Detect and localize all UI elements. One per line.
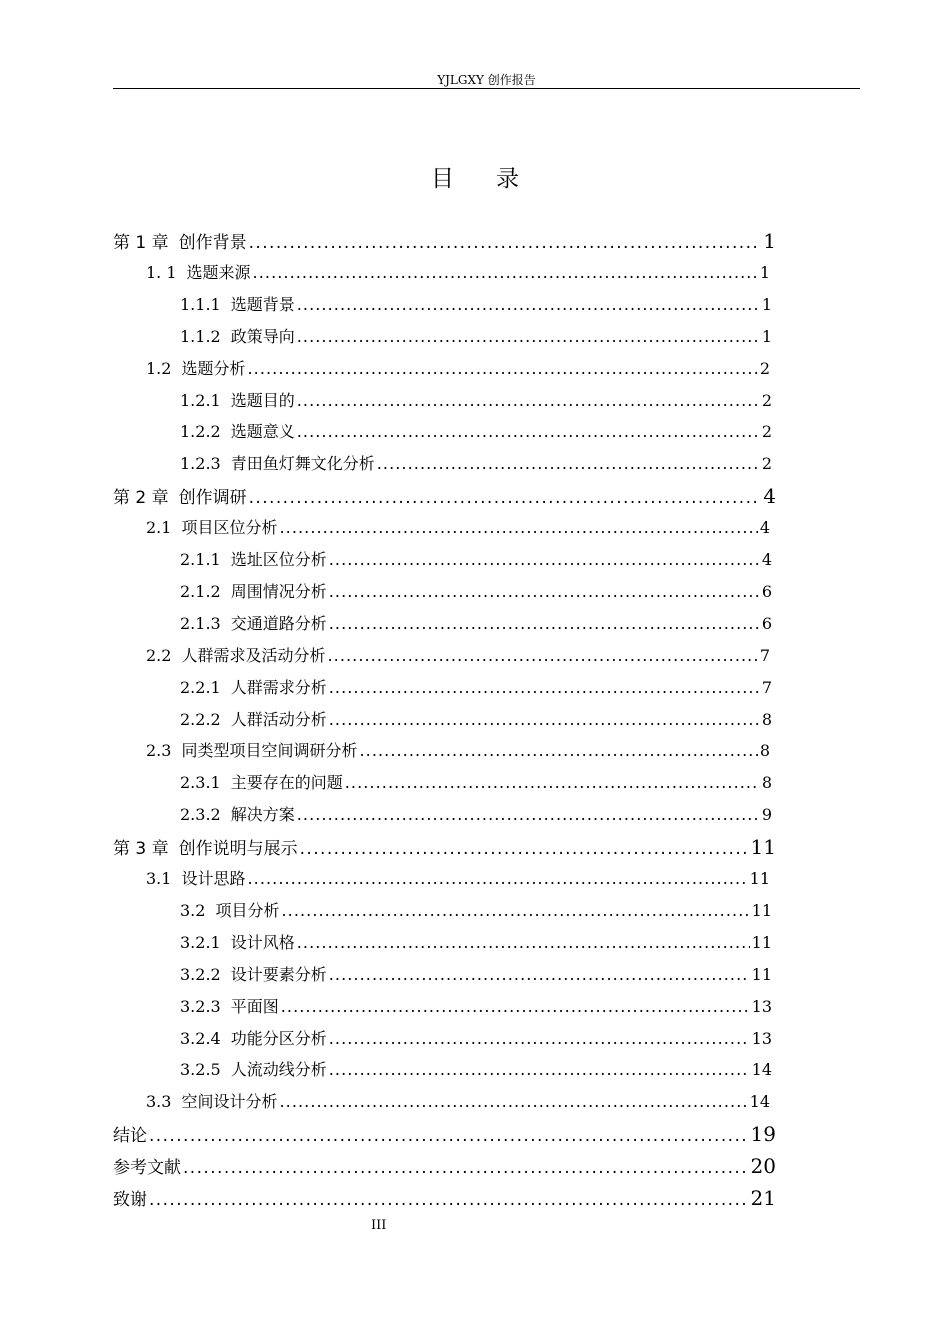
toc-entry-page: 6 [761, 613, 772, 633]
toc-leader-dots [297, 295, 760, 314]
toc-leader-dots [279, 518, 757, 537]
toc-leader-dots [149, 1190, 749, 1210]
toc-entry[interactable] [180, 930, 772, 962]
toc-entry-label: 创作调研 [178, 488, 247, 509]
toc-entry[interactable] [180, 419, 772, 451]
toc-entry-number: 2.1.1 [180, 550, 221, 569]
toc-entry-page: 21 [750, 1186, 776, 1210]
toc-entry-label: 人流动线分析 [230, 1060, 327, 1080]
toc-leader-dots [247, 869, 747, 888]
toc-entry-page: 11 [751, 900, 772, 920]
toc-entry[interactable] [113, 1185, 776, 1217]
toc-entry-label: 交通道路分析 [230, 613, 327, 633]
toc-entry-number: 1.2.2 [180, 422, 221, 442]
toc-entry-page: 11 [751, 964, 772, 984]
toc-entry-page: 1 [759, 262, 770, 282]
toc-entry-page: 11 [749, 869, 770, 888]
toc-entry[interactable] [180, 802, 772, 834]
toc-entry[interactable] [180, 579, 772, 611]
toc-entry[interactable] [180, 994, 772, 1026]
toc-entry-label: 设计风格 [230, 932, 295, 952]
toc-entry-number: 1.1.2 [180, 326, 221, 346]
toc-entry-label: 人群需求及活动分析 [181, 645, 326, 665]
toc-entry-page: 9 [761, 805, 772, 825]
page-number: III [371, 1218, 387, 1233]
toc-leader-dots [329, 550, 760, 569]
toc-leader-dots [297, 391, 760, 410]
toc-entry-number: 3.2.2 [180, 964, 221, 984]
toc-entry-number: 1.2.1 [180, 390, 221, 410]
toc-entry-page: 2 [761, 454, 772, 474]
toc-entry-page: 1 [763, 229, 776, 253]
toc-entry-label: 参考文献 [113, 1158, 181, 1179]
toc-entry-label: 人群需求分析 [230, 677, 327, 697]
toc-entry-label: 选题背景 [230, 294, 295, 314]
toc-entry-number: 3.2 [180, 900, 206, 920]
toc-entry[interactable] [180, 388, 772, 420]
toc-leader-dots [249, 488, 762, 508]
toc-leader-dots [279, 1092, 747, 1111]
toc-entry-label: 青田鱼灯舞文化分析 [230, 454, 375, 474]
toc-entry-page: 14 [751, 1060, 772, 1080]
toc-entry-page: 13 [751, 996, 772, 1016]
toc-entry-number: 2.3.2 [180, 805, 221, 825]
toc-entry-number: 1.2 [146, 358, 172, 378]
toc-entry[interactable] [180, 962, 772, 994]
toc-entry-number: 2.2.2 [180, 709, 221, 729]
toc-entry-label: 创作说明与展示 [178, 839, 298, 860]
toc-entry-page: 2 [761, 422, 772, 442]
toc-leader-dots [297, 327, 760, 346]
toc-entry[interactable] [180, 898, 772, 930]
toc-entry[interactable] [180, 324, 772, 356]
toc-leader-dots [281, 997, 750, 1016]
toc-entry-label: 项目区位分析 [181, 518, 278, 538]
toc-entry[interactable] [113, 228, 776, 260]
toc-entry-number: 3.1 [146, 869, 172, 888]
toc-entry-page: 1 [761, 326, 772, 346]
toc-leader-dots [329, 965, 750, 984]
toc-entry[interactable] [146, 643, 770, 675]
toc-leader-dots [253, 263, 758, 282]
toc-leader-dots [329, 1060, 750, 1079]
toc-entry-page: 14 [749, 1092, 770, 1112]
toc-entry[interactable] [180, 770, 772, 802]
toc-entry[interactable] [146, 866, 770, 898]
toc-entry-label: 选题分析 [181, 358, 246, 378]
toc-entry-label: 政策导向 [230, 326, 295, 346]
toc-entry-number: 1.1.1 [180, 294, 221, 314]
toc-entry[interactable] [180, 451, 772, 483]
toc-leader-dots [329, 710, 760, 729]
toc-leader-dots [297, 422, 760, 441]
toc-entry[interactable] [180, 675, 772, 707]
toc-entry-page: 19 [750, 1122, 776, 1147]
toc-leader-dots [300, 839, 749, 859]
toc-entry-page: 2 [759, 358, 770, 378]
toc-entry-number: 1. 1 [146, 262, 177, 282]
toc-entry[interactable] [113, 483, 776, 515]
toc-leader-dots [183, 1158, 749, 1178]
toc-entry-number: 3.2.1 [180, 932, 221, 952]
toc-entry-number: 2.1.3 [180, 613, 221, 633]
toc-entry-label: 设计要素分析 [230, 964, 327, 984]
toc-entry[interactable] [180, 292, 772, 324]
toc-entry-number: 2.3.1 [180, 773, 221, 793]
toc-entry[interactable] [180, 547, 772, 579]
toc-leader-dots [249, 233, 762, 253]
toc-entry-number: 第 2 章 [113, 488, 169, 509]
toc-leader-dots [329, 1029, 750, 1048]
toc-entry-page: 4 [759, 518, 770, 538]
toc-entry-number: 2.1 [146, 518, 172, 538]
toc-entry-number: 第 1 章 [113, 233, 169, 253]
toc-entry-number: 3.2.4 [180, 1028, 221, 1048]
toc-entry-label: 同类型项目空间调研分析 [181, 741, 358, 761]
header-rule [113, 88, 860, 89]
toc-entry[interactable] [180, 707, 772, 739]
toc-entry[interactable] [146, 738, 770, 770]
toc-entry[interactable] [180, 1026, 772, 1058]
toc-leader-dots [329, 678, 760, 697]
toc-entry-label: 周围情况分析 [230, 581, 327, 601]
toc-leader-dots [329, 614, 760, 633]
toc-entry-number: 2.3 [146, 741, 172, 761]
toc-entry[interactable] [113, 1121, 776, 1153]
toc-entry-page: 11 [751, 932, 772, 952]
toc-entry-label: 选题来源 [186, 262, 251, 282]
toc-leader-dots [377, 454, 760, 473]
toc-entry-page: 4 [763, 484, 776, 509]
toc-entry[interactable] [113, 1153, 776, 1185]
toc-entry-label: 结论 [113, 1126, 147, 1147]
toc-leader-dots [297, 805, 760, 824]
toc-entry-page: 11 [750, 835, 776, 860]
toc-entry-page: 20 [750, 1154, 776, 1179]
toc-leader-dots [329, 582, 760, 601]
toc-entry-number: 3.3 [146, 1092, 172, 1112]
toc-entry-number: 2.2 [146, 645, 172, 665]
toc-entry-number: 3.2.5 [180, 1060, 221, 1080]
toc-leader-dots [297, 933, 750, 952]
toc-entry-number: 1.2.3 [180, 454, 221, 474]
toc-entry-label: 选题目的 [230, 390, 295, 410]
toc-entry[interactable] [146, 356, 770, 388]
toc-entry-number: 2.2.1 [180, 677, 221, 697]
toc-entry-number: 第 3 章 [113, 839, 169, 860]
toc-entry-page: 2 [761, 390, 772, 410]
toc-entry-number: 2.1.2 [180, 581, 221, 601]
toc-entry-label: 解决方案 [230, 805, 295, 825]
toc-entry-number: 3.2.3 [180, 996, 221, 1016]
toc-entry-label: 选题意义 [230, 422, 295, 442]
toc-entry[interactable] [113, 834, 776, 866]
toc-entry-page: 7 [761, 677, 772, 697]
toc-entry-label: 功能分区分析 [230, 1028, 327, 1048]
toc-entry[interactable] [146, 515, 770, 547]
toc-entry[interactable] [146, 260, 770, 292]
toc-entry-page: 6 [761, 581, 772, 601]
toc-entry-page: 8 [759, 741, 770, 761]
toc-entry-page: 1 [761, 294, 772, 314]
toc-entry-page: 8 [761, 773, 772, 793]
toc-leader-dots [327, 646, 757, 665]
toc-entry-label: 主要存在的问题 [230, 773, 343, 793]
toc-entry-label: 致谢 [113, 1190, 147, 1210]
toc-leader-dots [247, 359, 757, 378]
toc-entry-page: 7 [759, 645, 770, 665]
toc-entry-label: 设计思路 [181, 869, 246, 888]
toc-leader-dots [359, 741, 757, 760]
toc-entry[interactable] [180, 611, 772, 643]
toc-entry-page: 4 [761, 550, 772, 569]
toc-entry-label: 人群活动分析 [230, 709, 327, 729]
toc-leader-dots [281, 901, 749, 920]
toc-leader-dots [149, 1126, 749, 1146]
toc-entry-label: 平面图 [230, 996, 279, 1016]
toc-entry-label: 创作背景 [178, 233, 247, 253]
toc-leader-dots [345, 773, 760, 792]
toc-entry[interactable] [146, 1089, 770, 1121]
running-header: YJLGXY 创作报告 [437, 73, 536, 87]
toc-entry-label: 项目分析 [215, 900, 280, 920]
toc-entry-page: 13 [751, 1028, 772, 1048]
toc-entry-label: 选址区位分析 [230, 550, 327, 569]
toc-title: 目录 [431, 166, 561, 192]
toc-entry-page: 8 [761, 709, 772, 729]
toc-entry-label: 空间设计分析 [181, 1092, 278, 1112]
toc-entry[interactable] [180, 1057, 772, 1089]
